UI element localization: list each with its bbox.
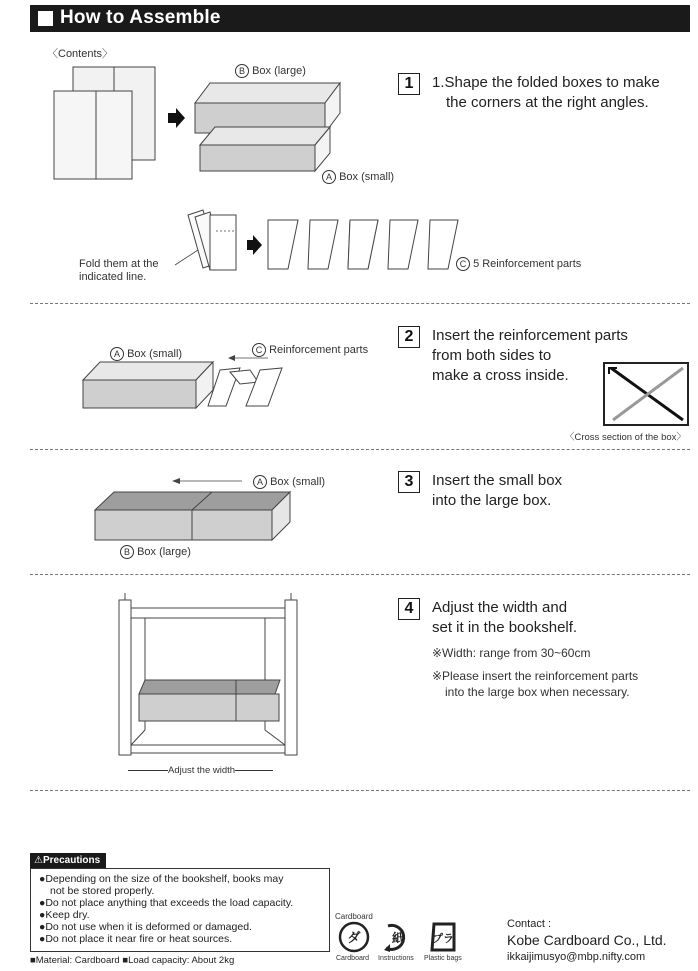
adjust-width-label: Adjust the width bbox=[128, 765, 273, 776]
step-4-insert-note: ※Please insert the reinforcement parts into the large box when necessary. bbox=[432, 669, 639, 699]
step3-box-small-label: A Box (small) bbox=[253, 475, 325, 489]
circle-a-marker: A bbox=[110, 347, 124, 361]
contents-label: 〈Contents〉 bbox=[47, 48, 114, 60]
contact-label: Contact : bbox=[507, 918, 552, 930]
recycle-caption-instructions: Instructions bbox=[378, 955, 414, 962]
step-4-width-note: ※Width: range from 30~60cm bbox=[432, 646, 591, 660]
circle-b-marker: B bbox=[235, 64, 249, 78]
reinforcement-label: C 5 Reinforcement parts bbox=[456, 257, 581, 271]
bookshelf-illustration bbox=[115, 590, 305, 765]
precautions-box bbox=[30, 868, 330, 952]
contact-email[interactable]: ikkaijimusyo@mbp.nifty.com bbox=[507, 951, 646, 963]
divider-4 bbox=[30, 790, 690, 791]
step-4-text: Adjust the width and set it in the bookshelf. bbox=[432, 599, 578, 636]
step-1-text: 1.Shape the folded boxes to make the corners at the right angles. bbox=[432, 74, 660, 111]
step-3-number: 3 bbox=[398, 471, 420, 493]
box-small-label: A Box (small) bbox=[322, 170, 394, 184]
divider-3 bbox=[30, 574, 690, 575]
cross-section-caption: 〈Cross section of the box〉 bbox=[565, 432, 686, 443]
divider-1 bbox=[30, 303, 690, 304]
instructions-recycle-glyph: 紙 bbox=[391, 931, 405, 945]
circle-a-marker: A bbox=[322, 170, 336, 184]
plastic-recycle-glyph: プラ bbox=[432, 933, 454, 945]
contact-company: Kobe Cardboard Co., Ltd. bbox=[507, 932, 667, 948]
cardboard-recycle-glyph: ダ bbox=[347, 930, 361, 945]
circle-a-marker: A bbox=[253, 475, 267, 489]
precaution-item: ●Do not place anything that exceeds the load capacity. bbox=[39, 897, 294, 909]
divider-2 bbox=[30, 449, 690, 450]
circle-c-marker: C bbox=[456, 257, 470, 271]
precaution-item: ●Do not use when it is deformed or damaged. bbox=[39, 921, 252, 933]
step2-box-small-label: A Box (small) bbox=[110, 347, 182, 361]
page-title: How to Assemble bbox=[60, 7, 221, 28]
step3-box-large-label: B Box (large) bbox=[120, 545, 191, 559]
step2-reinforcement-label: C Reinforcement parts bbox=[252, 343, 368, 357]
precaution-item: ●Do not place it near fire or heat sources. bbox=[39, 933, 233, 945]
material-info: ■Material: Cardboard ■Load capacity: About 2kg bbox=[30, 955, 235, 966]
step-1-number: 1 bbox=[398, 73, 420, 95]
circle-c-marker: C bbox=[252, 343, 266, 357]
fold-label: Fold them at the indicated line. bbox=[79, 258, 159, 283]
recycle-marks bbox=[336, 920, 471, 954]
precaution-item: not be stored properly. bbox=[50, 885, 155, 897]
precautions-label: ⚠Precautions bbox=[30, 853, 106, 868]
step-2-text: Insert the reinforcement parts from both sides to make a cross inside. bbox=[432, 327, 628, 384]
header-square-icon bbox=[38, 11, 53, 26]
header-bar bbox=[30, 5, 690, 32]
recycle-cardboard-title: Cardboard bbox=[335, 912, 373, 921]
cross-section-diagram bbox=[603, 362, 689, 426]
recycle-caption-plastic: Plastic bags bbox=[424, 955, 462, 962]
step-3-text: Insert the small box into the large box. bbox=[432, 472, 563, 509]
box-large-label: B Box (large) bbox=[235, 64, 306, 78]
step-2-number: 2 bbox=[398, 326, 420, 348]
step-4-number: 4 bbox=[398, 598, 420, 620]
recycle-caption-cardboard: Cardboard bbox=[336, 955, 370, 962]
precaution-item: ●Keep dry. bbox=[39, 909, 90, 921]
circle-b-marker: B bbox=[120, 545, 134, 559]
precaution-item: ●Depending on the size of the bookshelf, books may bbox=[39, 873, 284, 885]
